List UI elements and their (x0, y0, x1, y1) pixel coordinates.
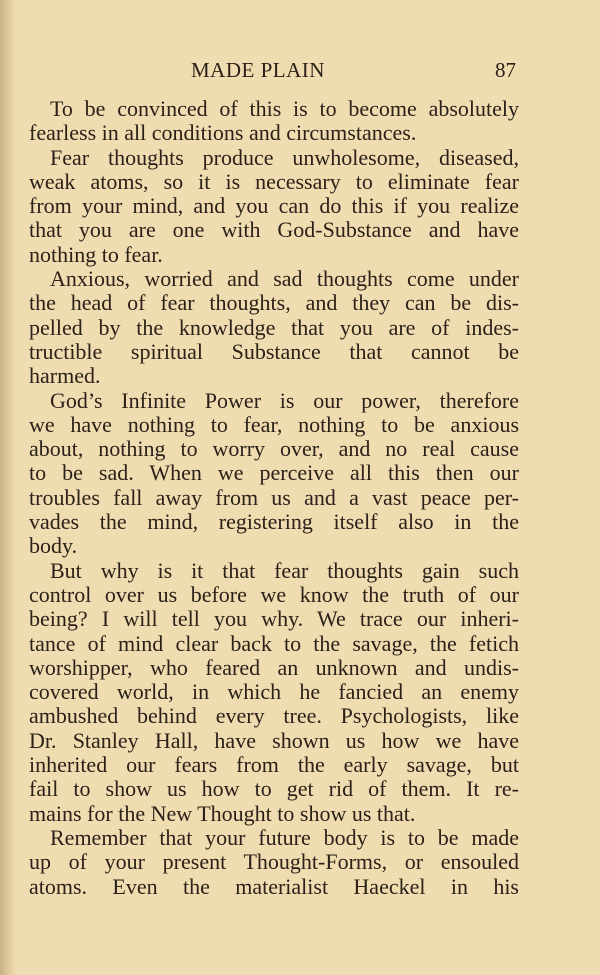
text-line: from your mind, and you can do this if you realize (29, 193, 519, 219)
text-line: Remember that your future body is to be made (50, 824, 519, 850)
text-line: tance of mind clear back to the savage, the fetich (29, 630, 519, 656)
text-line: we have nothing to fear, nothing to be anxious (29, 411, 519, 437)
text-line: weak atoms, so it is necessary to eliminate fear (29, 168, 519, 194)
text-line: atoms. Even the materialist Haeckel in his (29, 873, 519, 899)
text-line: fearless in all conditions and circumstances. (29, 120, 417, 146)
text-line: fail to show us how to get rid of them. It re- (29, 776, 519, 802)
text-line: control over us before we know the truth of our (29, 581, 519, 607)
text-line: Fear thoughts produce unwholesome, diseased, (50, 144, 519, 170)
text-line: mains for the New Thought to show us that. (29, 800, 416, 826)
text-line: But why is it that fear thoughts gain such (50, 557, 519, 583)
running-head-title: MADE PLAIN (191, 58, 325, 82)
text-line: worshipper, who feared an unknown and undis- (29, 654, 519, 680)
text-line: about, nothing to worry over, and no real cause (29, 436, 519, 462)
text-line: up of your present Thought-Forms, or ensouled (29, 849, 519, 875)
text-line: To be convinced of this is to become absolutely (50, 96, 519, 121)
body-text (29, 97, 519, 899)
text-line: vades the mind, registering itself also in the (29, 509, 519, 535)
text-line: harmed. (29, 363, 101, 389)
text-line: body. (29, 533, 78, 559)
text-line: covered world, in which he fancied an enemy (29, 679, 519, 705)
text-line: that you are one with God-Substance and have (29, 217, 519, 243)
text-line: nothing to fear. (29, 241, 163, 267)
text-line: to be sad. When we perceive all this then our (29, 460, 519, 486)
page-gutter-shadow (0, 0, 16, 975)
running-head (0, 58, 600, 84)
text-line: pelled by the knowledge that you are of indes- (29, 314, 519, 340)
text-line: the head of fear thoughts, and they can be dis- (29, 290, 519, 316)
text-line: being? I will tell you why. We trace our inheri- (29, 606, 519, 632)
text-line: Anxious, worried and sad thoughts come under (50, 266, 519, 292)
text-line: Dr. Stanley Hall, have shown us how we have (29, 727, 519, 753)
text-line: ambushed behind every tree. Psychologists, like (29, 703, 519, 729)
page-number: 87 (495, 58, 516, 82)
text-line: God’s Infinite Power is our power, therefore (50, 387, 519, 413)
text-line: tructible spiritual Substance that cannot be (29, 338, 519, 364)
text-line: inherited our fears from the early savage, but (29, 752, 519, 778)
text-line: troubles fall away from us and a vast peace per- (29, 484, 519, 510)
